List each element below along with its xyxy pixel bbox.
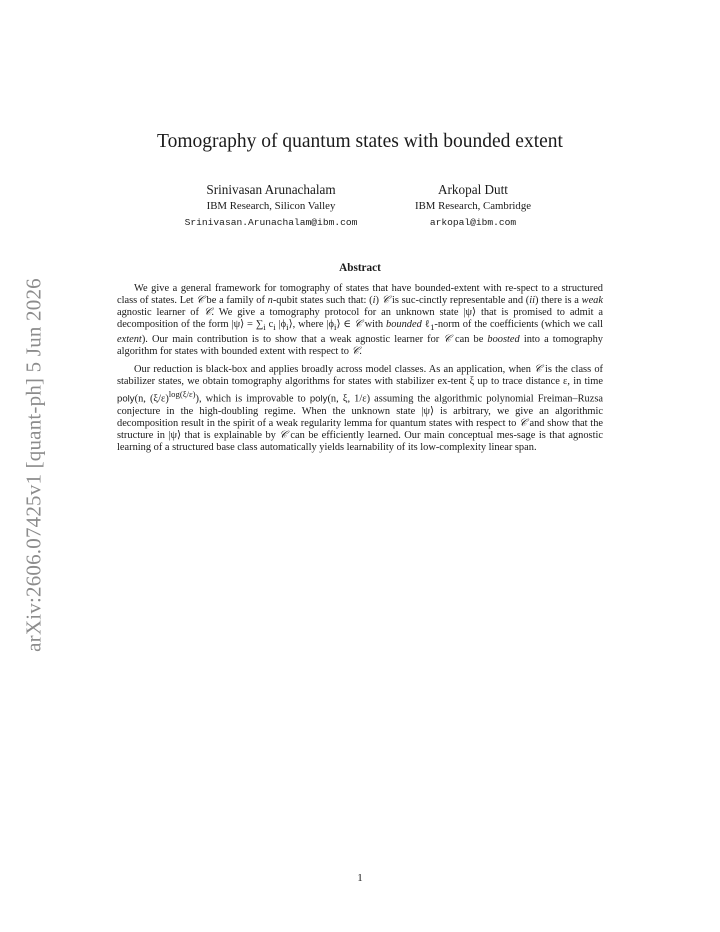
arxiv-identifier-stamp: arXiv:2606.07425v1 [quant-ph] 5 Jun 2026 xyxy=(21,278,46,652)
abstract-body xyxy=(117,283,603,455)
abstract-text: can be xyxy=(450,333,488,345)
abstract-text: into a tomography algorithm for states with bounded extent with respect to xyxy=(117,333,603,357)
math-subscript: i xyxy=(334,322,337,333)
abstract-text: with xyxy=(361,319,386,331)
math-subscript: i xyxy=(273,322,276,333)
abstract-text: Our reduction is black-box and applies broadly across model classes. As an application, when xyxy=(134,364,535,376)
emphasis-text: weak xyxy=(581,295,603,307)
page-number: 1 xyxy=(357,872,363,884)
abstract-text: ⟩ ∈ xyxy=(336,319,355,331)
author-email: Srinivasan.Arunachalam@ibm.com xyxy=(184,217,358,228)
abstract-text: c xyxy=(265,319,274,331)
math-class-symbol: 𝒞 xyxy=(519,418,527,430)
abstract-text: We give a general framework for tomography of states that have bounded-extent with re-spect to a structured class of states. Let xyxy=(117,283,603,307)
abstract-text: ), which is improvable to xyxy=(195,393,310,405)
author-email: arkopal@ibm.com xyxy=(429,217,517,228)
abstract-text: (n, ξ, 1/ε) assuming the algorithmic polynomial Freiman–Ruzsa conjecture in the high-doubling regime. When the unknown state |ψ⟩ is arbitrary, we give an algorithmic decomposition result in the spirit of a weak regularity lemma for quantum states with respect to xyxy=(117,393,603,430)
abstract-text: is suc-cinctly representable and ( xyxy=(389,295,530,307)
abstract-text: ⟩, where |ϕ xyxy=(288,319,335,331)
abstract-text: agnostic learner of xyxy=(117,307,204,319)
math-variable: n xyxy=(267,295,273,307)
abstract-text: ). Our main contribution is to show that a weak agnostic learner for xyxy=(141,333,444,345)
math-function-name: poly xyxy=(309,393,328,405)
math-subscript: 1 xyxy=(430,322,435,333)
emphasis-text: boosted xyxy=(487,333,520,345)
math-class-symbol: 𝒞 xyxy=(351,345,360,357)
math-superscript: log(ξ/ε) xyxy=(168,389,196,400)
abstract-text: ℓ xyxy=(421,319,431,331)
author-block-1 xyxy=(160,181,382,231)
abstract-text: and show that the structure in |ψ⟩ that is explainable by xyxy=(117,418,603,442)
abstract-text: ) xyxy=(375,295,382,307)
enumeration-label: ii xyxy=(529,295,535,307)
enumeration-label: i xyxy=(372,295,376,307)
abstract-text: . We give a tomography protocol for an unknown state |ψ⟩ that is promised to admit a decomposition of the form |ψ⟩ = ∑ xyxy=(117,307,603,331)
abstract-text: |ϕ xyxy=(275,319,287,331)
abstract-text: (n, (ξ/ε) xyxy=(134,393,169,405)
abstract-text: -qubit states such that: ( xyxy=(272,295,373,307)
author-affiliation: IBM Research, Cambridge xyxy=(414,200,532,212)
abstract-heading: Abstract xyxy=(339,262,381,274)
math-class-symbol: 𝒞 xyxy=(279,430,287,442)
emphasis-text: extent xyxy=(117,333,142,345)
abstract-paragraph-1 xyxy=(117,283,603,358)
author-name: Arkopal Dutt xyxy=(438,182,508,197)
math-subscript: i xyxy=(286,322,289,333)
math-class-symbol: 𝒞 xyxy=(443,333,451,345)
math-class-symbol: 𝒞 xyxy=(381,295,390,307)
abstract-text: -norm of the coefficients (which we call xyxy=(434,319,604,331)
math-function-name: poly xyxy=(117,393,135,405)
abstract-text: is the class of stabilizer states, we obtain tomography algorithms for states with stabilizer ex-tent ξ up to trace distance ε, in time xyxy=(117,364,603,388)
emphasis-text: bounded xyxy=(386,319,422,331)
math-class-symbol: 𝒞 xyxy=(354,319,362,331)
author-block-2 xyxy=(378,181,568,231)
math-class-symbol: 𝒞 xyxy=(534,364,542,376)
abstract-text: ) there is a xyxy=(535,295,582,307)
paper-title: Tomography of quantum states with bounded extent xyxy=(157,131,563,152)
abstract-text: can be efficiently learned. Our main conceptual mes-sage is that agnostic learning of a structured base class automatically yields learnability of its low-complexity linear span. xyxy=(117,430,603,454)
math-subscript: i xyxy=(263,322,266,333)
author-affiliation: IBM Research, Silicon Valley xyxy=(206,200,336,212)
author-name: Srinivasan Arunachalam xyxy=(206,182,336,197)
math-class-symbol: 𝒞 xyxy=(203,307,212,319)
abstract-text: be a family of xyxy=(203,295,268,307)
abstract-paragraph-2 xyxy=(117,364,603,455)
abstract-text: . xyxy=(359,345,362,357)
math-class-symbol: 𝒞 xyxy=(196,295,204,307)
